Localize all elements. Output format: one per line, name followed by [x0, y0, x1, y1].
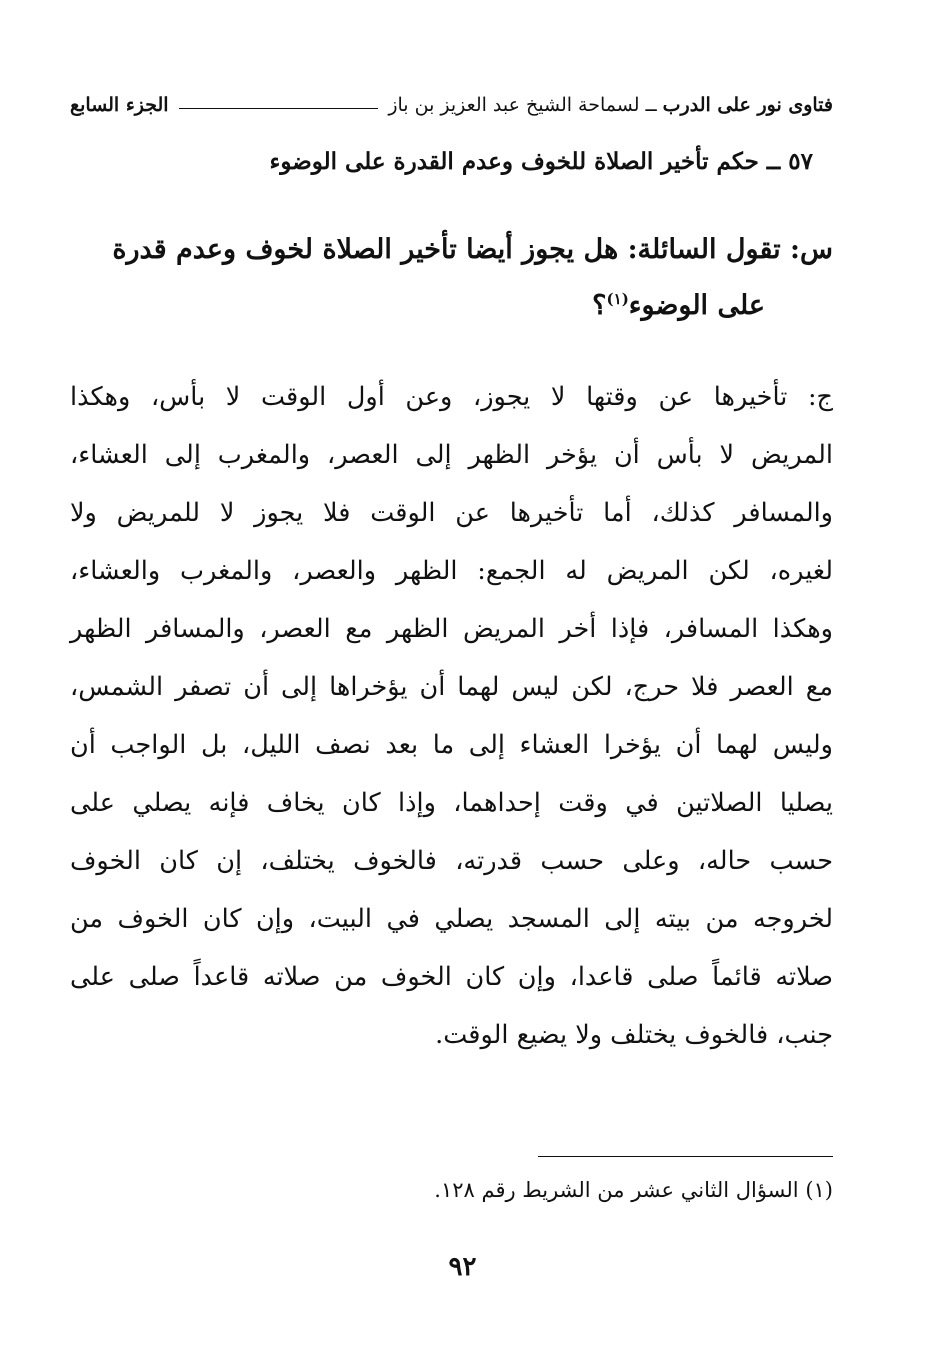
answer-line: المريض لا بأس أن يؤخر الظهر إلى العصر، والمغرب إلى العشاء،	[70, 440, 833, 470]
question-mark: ؟	[592, 290, 607, 321]
answer-line: صلاته قائماً صلى قاعدا، وإن كان الخوف من صلاته قاعداً صلى على	[70, 962, 833, 992]
question-line-2	[70, 278, 833, 334]
header-separator: ــ	[645, 94, 657, 116]
header-rule	[179, 108, 379, 109]
author-name: لسماحة الشيخ عبد العزيز بن باز	[388, 94, 640, 116]
answer-line: وهكذا المسافر، فإذا أخر المريض الظهر مع العصر، والمسافر الظهر	[70, 614, 833, 644]
answer-line: ج: تأخيرها عن وقتها لا يجوز، وعن أول الوقت لا بأس، وهكذا	[70, 382, 833, 412]
chapter-heading: ٥٧ ــ حكم تأخير الصلاة للخوف وعدم القدرة على الوضوء	[269, 148, 813, 175]
answer-line: لخروجه من بيته إلى المسجد يصلي في البيت، وإن كان الخوف من	[70, 904, 833, 934]
answer-block	[70, 368, 833, 1064]
page-number: ٩٢	[448, 1252, 477, 1282]
running-header	[70, 88, 833, 122]
answer-line: والمسافر كذلك، أما تأخيرها عن الوقت فلا يجوز لا للمريض ولا	[70, 498, 833, 528]
question-line-1: س: تقول السائلة: هل يجوز أيضا تأخير الصلاة لخوف وعدم قدرة	[112, 234, 833, 265]
answer-line: حسب حاله، وعلى حسب قدرته، فالخوف يختلف، إن كان الخوف	[70, 846, 833, 876]
answer-line: مع العصر فلا حرج، لكن ليس لهما أن يؤخراها إلى أن تصفر الشمس،	[70, 672, 833, 702]
footnote-divider	[538, 1156, 833, 1157]
footnote-marker[interactable]: (١)	[606, 290, 629, 308]
answer-line: لغيره، لكن المريض له الجمع: الظهر والعصر، والمغرب والعشاء،	[70, 556, 833, 586]
question-text-end: على الوضوء	[628, 290, 765, 321]
answer-line: وليس لهما أن يؤخرا العشاء إلى ما بعد نصف الليل، بل الواجب أن	[70, 730, 833, 760]
answer-line: جنب، فالخوف يختلف ولا يضيع الوقت.	[435, 1020, 833, 1050]
footnote: (١) السؤال الثاني عشر من الشريط رقم ١٢٨.	[434, 1178, 833, 1202]
volume-label: الجزء السابع	[70, 94, 169, 116]
book-title: فتاوى نور على الدرب	[662, 94, 833, 116]
question-block	[70, 222, 833, 334]
answer-line: يصليا الصلاتين في وقت إحداهما، وإذا كان يخاف فإنه يصلي على	[70, 788, 833, 818]
